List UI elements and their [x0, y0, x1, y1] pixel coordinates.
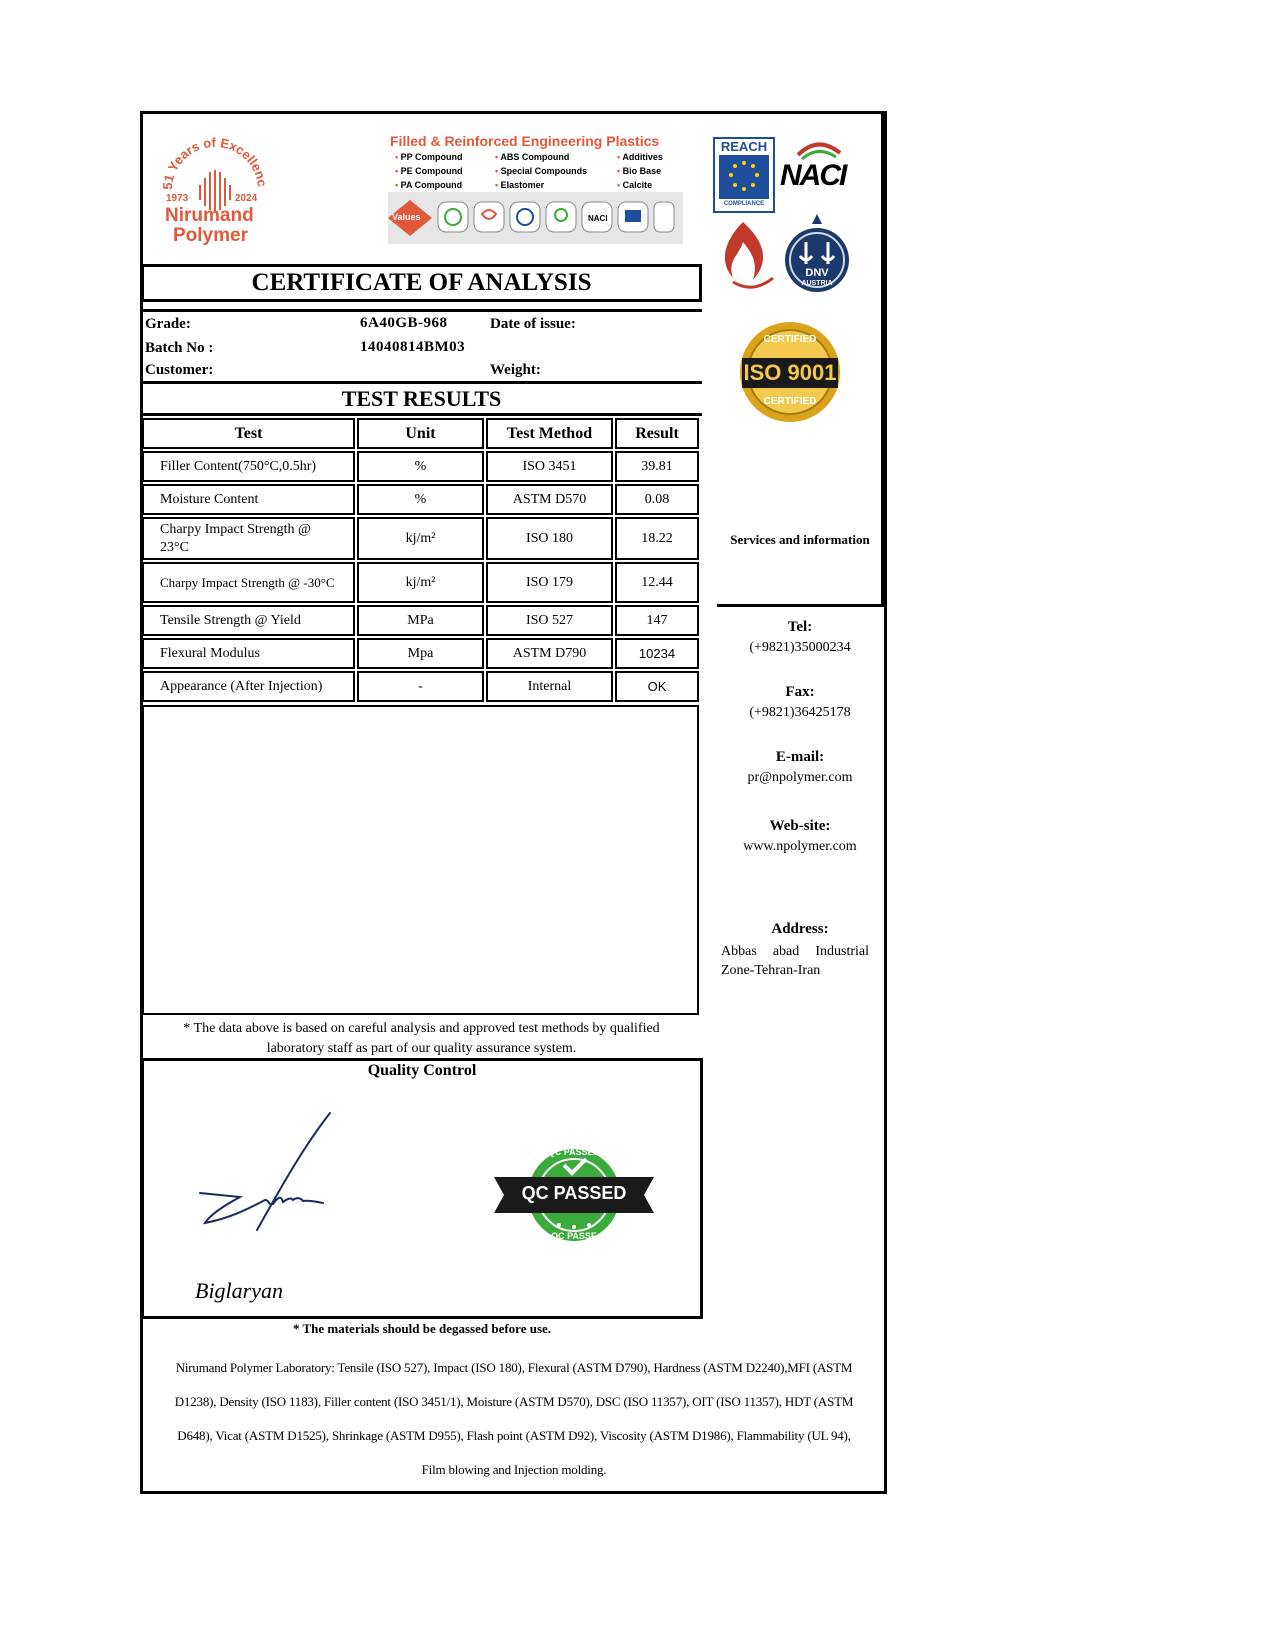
naci-logo [778, 135, 858, 205]
table-header-result: Result [615, 418, 699, 449]
signer-name: Biglaryan [195, 1278, 283, 1303]
cell-method: Internal [486, 671, 613, 702]
table-header-unit: Unit [357, 418, 484, 449]
eu-flag-icon [719, 155, 769, 199]
reach-title: REACH [720, 139, 768, 154]
sidebar-divider [717, 604, 884, 607]
degas-note: * The materials should be degassed before use. [292, 1321, 552, 1336]
cell-unit: % [357, 484, 484, 515]
dnv-text: DNV [805, 267, 829, 279]
banner-item: • ABS Compound [495, 152, 570, 162]
results-title: TEST RESULTS [341, 386, 502, 411]
batch-label: Batch No : [145, 340, 214, 356]
cell-test: Tensile Strength @ Yield [142, 605, 355, 636]
cell-method: ISO 3451 [486, 451, 613, 482]
cell-test: Flexural Modulus [142, 638, 355, 669]
iso-seal-bottom: CERTIFIED [763, 396, 817, 407]
cell-result: 12.44 [615, 562, 699, 603]
lab-capabilities [143, 1351, 885, 1487]
svg-text:NACI: NACI [588, 214, 608, 223]
table-header-method: Test Method [486, 418, 613, 449]
cell-test: Charpy Impact Strength @ 23°C [142, 517, 355, 560]
cell-result: OK [615, 671, 699, 702]
address-label: Address: [771, 921, 829, 937]
logo-year-start: 1973 [166, 193, 189, 204]
title-box [141, 264, 702, 302]
tel-label: Tel: [787, 619, 813, 635]
page-title: CERTIFICATE OF ANALYSIS [251, 269, 592, 296]
naci-text: NACI [780, 159, 846, 192]
banner-item: • PA Compound [395, 180, 463, 190]
web-label: Web-site: [769, 818, 831, 834]
banner-item: • Elastomer [495, 180, 545, 190]
qc-title: Quality Control [367, 1062, 477, 1079]
cell-test: Filler Content(750°C,0.5hr) [142, 451, 355, 482]
cell-test: Moisture Content [142, 484, 355, 515]
cell-test: Charpy Impact Strength @ -30°C [142, 562, 355, 603]
qc-passed-stamp [494, 1145, 654, 1245]
fax-value: (+9821)36425178 [749, 705, 851, 720]
cell-unit: - [357, 671, 484, 702]
banner-col2 [495, 150, 587, 192]
date-label: Date of issue: [490, 316, 576, 332]
signature [195, 1105, 345, 1245]
divider [141, 309, 702, 312]
cell-result: 18.22 [615, 517, 699, 560]
logo-years-text: 51 Years of Excellenc [160, 134, 270, 191]
tel-value: (+9821)35000234 [749, 640, 851, 655]
reach-badge [713, 137, 775, 213]
cell-result: 39.81 [615, 451, 699, 482]
email-label: E-mail: [775, 749, 825, 765]
qc-stamp-top: QC PASSED [547, 1147, 601, 1157]
address-line: Zone-Tehran-Iran [721, 963, 821, 978]
iso-9001-seal [738, 320, 842, 424]
dnv-subtext: AUSTRIA [801, 280, 833, 287]
lab-line: D648), Vicat (ASTM D1525), Shrinkage (ASTM D955), Flash point (ASTM D92), Viscosity (ASTM D1986), Flammability (UL 94), [177, 1428, 851, 1443]
cell-result: 147 [615, 605, 699, 636]
logo-year-end: 2024 [235, 193, 258, 204]
disclaimer-line: * The data above is based on careful analysis and approved test methods by qualified [183, 1021, 660, 1036]
logo-company-line1: Nirumand [165, 205, 254, 226]
cell-method: ASTM D790 [486, 638, 613, 669]
values-strip [388, 192, 683, 244]
banner-item: • Bio Base [617, 166, 662, 176]
cell-unit: MPa [357, 605, 484, 636]
banner-item: • Additives [617, 152, 663, 162]
cell-method: ISO 180 [486, 517, 613, 560]
web-value[interactable]: www.npolymer.com [743, 839, 857, 854]
banner-title: Filled & Reinforced Engineering Plastics [390, 133, 660, 149]
services-title: Services and information [730, 532, 870, 547]
banner-item: • PE Compound [395, 166, 463, 176]
iso-seal-main: ISO 9001 [743, 360, 837, 385]
value-icons [436, 200, 676, 241]
cell-unit: kj/m² [357, 517, 484, 560]
banner-item: • Calcite [617, 180, 653, 190]
fax-label: Fax: [785, 684, 815, 700]
values-badge [388, 200, 432, 236]
lab-line: D1238), Density (ISO 1183), Filler content (ISO 3451/1), Moisture (ASTM D570), DSC (ISO 11357), OIT (ISO 11357), HDT (ASTM [174, 1394, 854, 1409]
cell-unit: kj/m² [357, 562, 484, 603]
table-empty-area [142, 705, 699, 1015]
weight-label: Weight: [490, 362, 541, 378]
divider [141, 413, 702, 416]
dnv-emblem [780, 212, 854, 298]
address-line: Abbas abad Industrial [721, 944, 869, 959]
disclaimer-line: laboratory staff as part of our quality assurance system. [266, 1041, 577, 1056]
banner-col1 [395, 150, 463, 192]
lab-line: Nirumand Polymer Laboratory: Tensile (ISO 527), Impact (ISO 180), Flexural (ASTM D790), Hardness (ASTM D2240),MFI (ASTM [175, 1360, 853, 1375]
banner-item: • Special Compounds [495, 166, 588, 176]
qc-stamp-bottom: QC PASSE [551, 1231, 597, 1241]
cell-result: 10234 [615, 638, 699, 669]
divider [141, 381, 702, 384]
banner-item: • PP Compound [395, 152, 463, 162]
logo-company-line2: Polymer [173, 225, 248, 246]
address-value [721, 942, 869, 980]
email-value: pr@npolymer.com [747, 770, 853, 785]
cell-test: Appearance (After Injection) [142, 671, 355, 702]
banner-col3 [617, 150, 663, 192]
cell-unit: % [357, 451, 484, 482]
cell-unit: Mpa [357, 638, 484, 669]
grade-label: Grade: [145, 316, 191, 332]
table-header-test: Test [142, 418, 355, 449]
grade-value: 6A40GB-968 [360, 315, 448, 331]
values-label: Values [392, 212, 421, 222]
cell-method: ASTM D570 [486, 484, 613, 515]
reach-subtitle: COMPLIANCE [723, 201, 765, 207]
batch-value: 14040814BM03 [360, 339, 466, 355]
customer-label: Customer: [145, 362, 214, 378]
cell-method: ISO 179 [486, 562, 613, 603]
cell-method: ISO 527 [486, 605, 613, 636]
disclaimer [141, 1019, 702, 1059]
award-emblem [713, 220, 777, 296]
iso-seal-top: CERTIFIED [763, 334, 817, 345]
cell-result: 0.08 [615, 484, 699, 515]
lab-line: Film blowing and Injection molding. [421, 1462, 607, 1477]
qc-stamp-main: QC PASSED [521, 1183, 627, 1203]
